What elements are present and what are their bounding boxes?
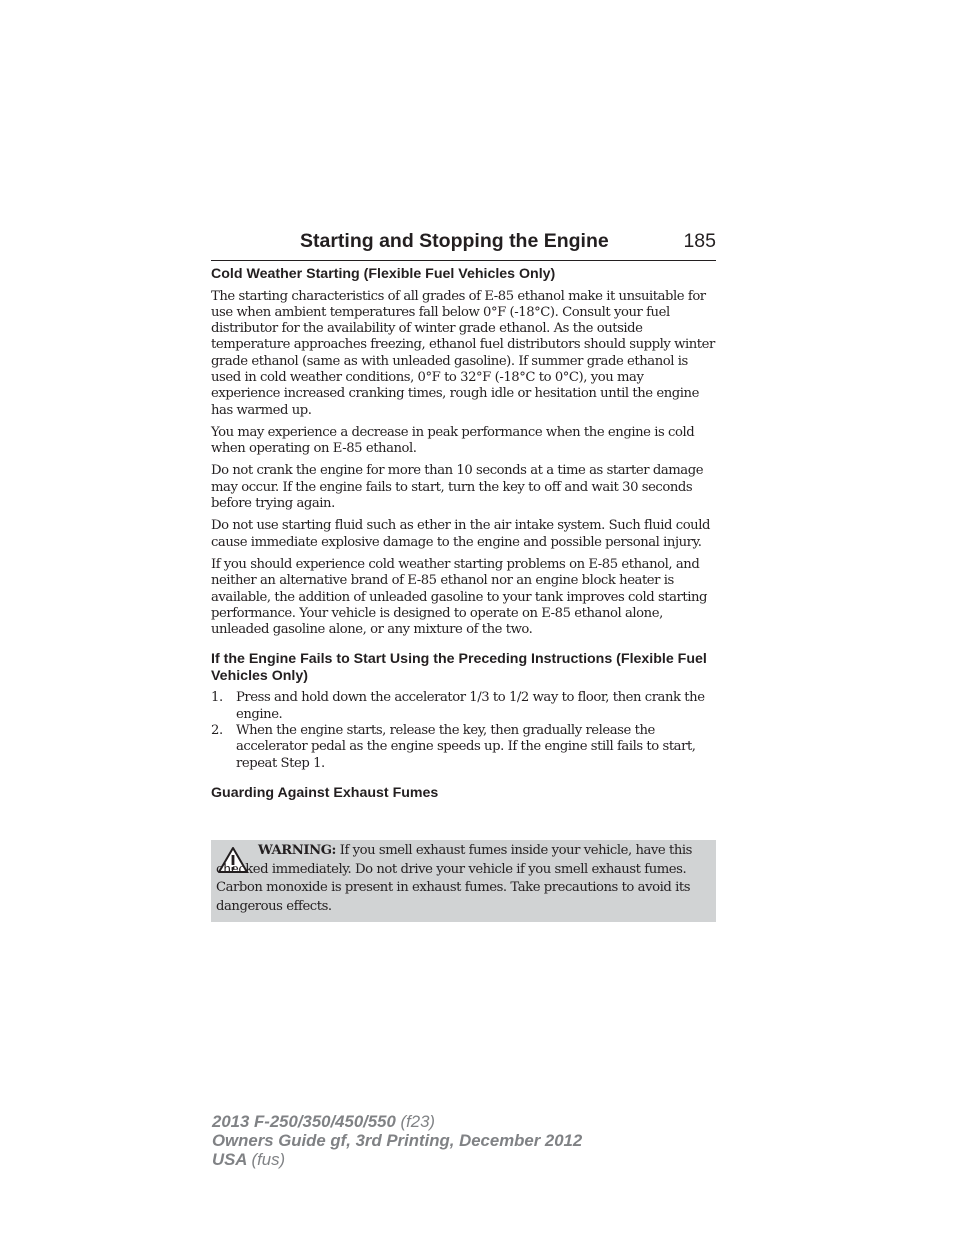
step-text: Press and hold down the accelerator 1/3 to 1/2 way to floor, then crank the engine. <box>236 690 705 722</box>
footer-line-2: Owners Guide gf, 3rd Printing, December 2012 <box>212 1131 583 1150</box>
warning-box <box>211 840 716 922</box>
page-content <box>211 266 716 801</box>
footer-model: 2013 F-250/350/450/550 <box>212 1112 396 1131</box>
list-item <box>211 723 716 772</box>
step-number: 1. <box>211 690 223 706</box>
steps-list <box>211 690 716 771</box>
page-title: Starting and Stopping the Engine <box>300 230 609 252</box>
paragraph: The starting characteristics of all grades of E-85 ethanol make it unsuitable for use when ambient temperatures fall below 0°F (-18°C). Consult your fuel distributor for the availability of winter grade ethanol. As the outside temperature approaches freezing, ethanol fuel distributors should supply winter grade ethanol (same as with unleaded gasoline). If summer grade ethanol is used in cold weather conditions, 0°F to 32°F (-18°C to 0°C), you may experience increased cranking times, rough idle or hesitation until the engine has warmed up. <box>211 288 715 418</box>
section-heading-cold-weather: Cold Weather Starting (Flexible Fuel Vehicles Only) <box>211 266 556 282</box>
footer-market-code: (fus) <box>251 1150 286 1169</box>
paragraph: Do not use starting fluid such as ether in the air intake system. Such fluid could cause immediate explosive damage to the engine and possible personal injury. <box>211 518 710 550</box>
warning-text <box>216 842 711 917</box>
footer-line-3 <box>212 1150 582 1169</box>
paragraph: Do not crank the engine for more than 10 seconds at a time as starter damage may occur. If the engine fails to start, turn the key to off and wait 30 seconds before trying again. <box>211 463 704 512</box>
section-heading-fails-to-start: If the Engine Fails to Start Using the Preceding Instructions (Flexible Fuel Vehicles Only) <box>211 651 707 684</box>
step-text: When the engine starts, release the key, then gradually release the accelerator pedal as the engine speeds up. If the engine still fails to start, repeat Step 1. <box>236 723 696 771</box>
paragraph: If you should experience cold weather starting problems on E-85 ethanol, and neither an alternative brand of E-85 ethanol nor an engine block heater is available, the addition of unleaded gasoline to your tank improves cold starting performance. Your vehicle is designed to operate on E-85 ethanol alone, unleaded gasoline alone, or any mixture of the two. <box>211 556 708 638</box>
footer-line-1 <box>212 1112 582 1131</box>
list-item <box>211 690 716 723</box>
footer-market: USA <box>212 1150 247 1169</box>
step-number: 2. <box>211 723 223 739</box>
section-heading-exhaust: Guarding Against Exhaust Fumes <box>211 784 439 801</box>
paragraph: You may experience a decrease in peak performance when the engine is cold when operating on E-85 ethanol. <box>211 424 695 457</box>
page-header <box>211 228 716 261</box>
footer-model-code: (f23) <box>400 1112 436 1131</box>
warning-label: WARNING: <box>258 843 336 858</box>
page-number: 185 <box>683 230 716 252</box>
warning-body: If you smell exhaust fumes inside your vehicle, have this checked immediately. Do not drive your vehicle if you smell exhaust fumes. Carbon monoxide is present in exhaust fumes. Take precautions to avoid its dangerous effects. <box>216 843 692 915</box>
footer <box>212 1112 582 1169</box>
